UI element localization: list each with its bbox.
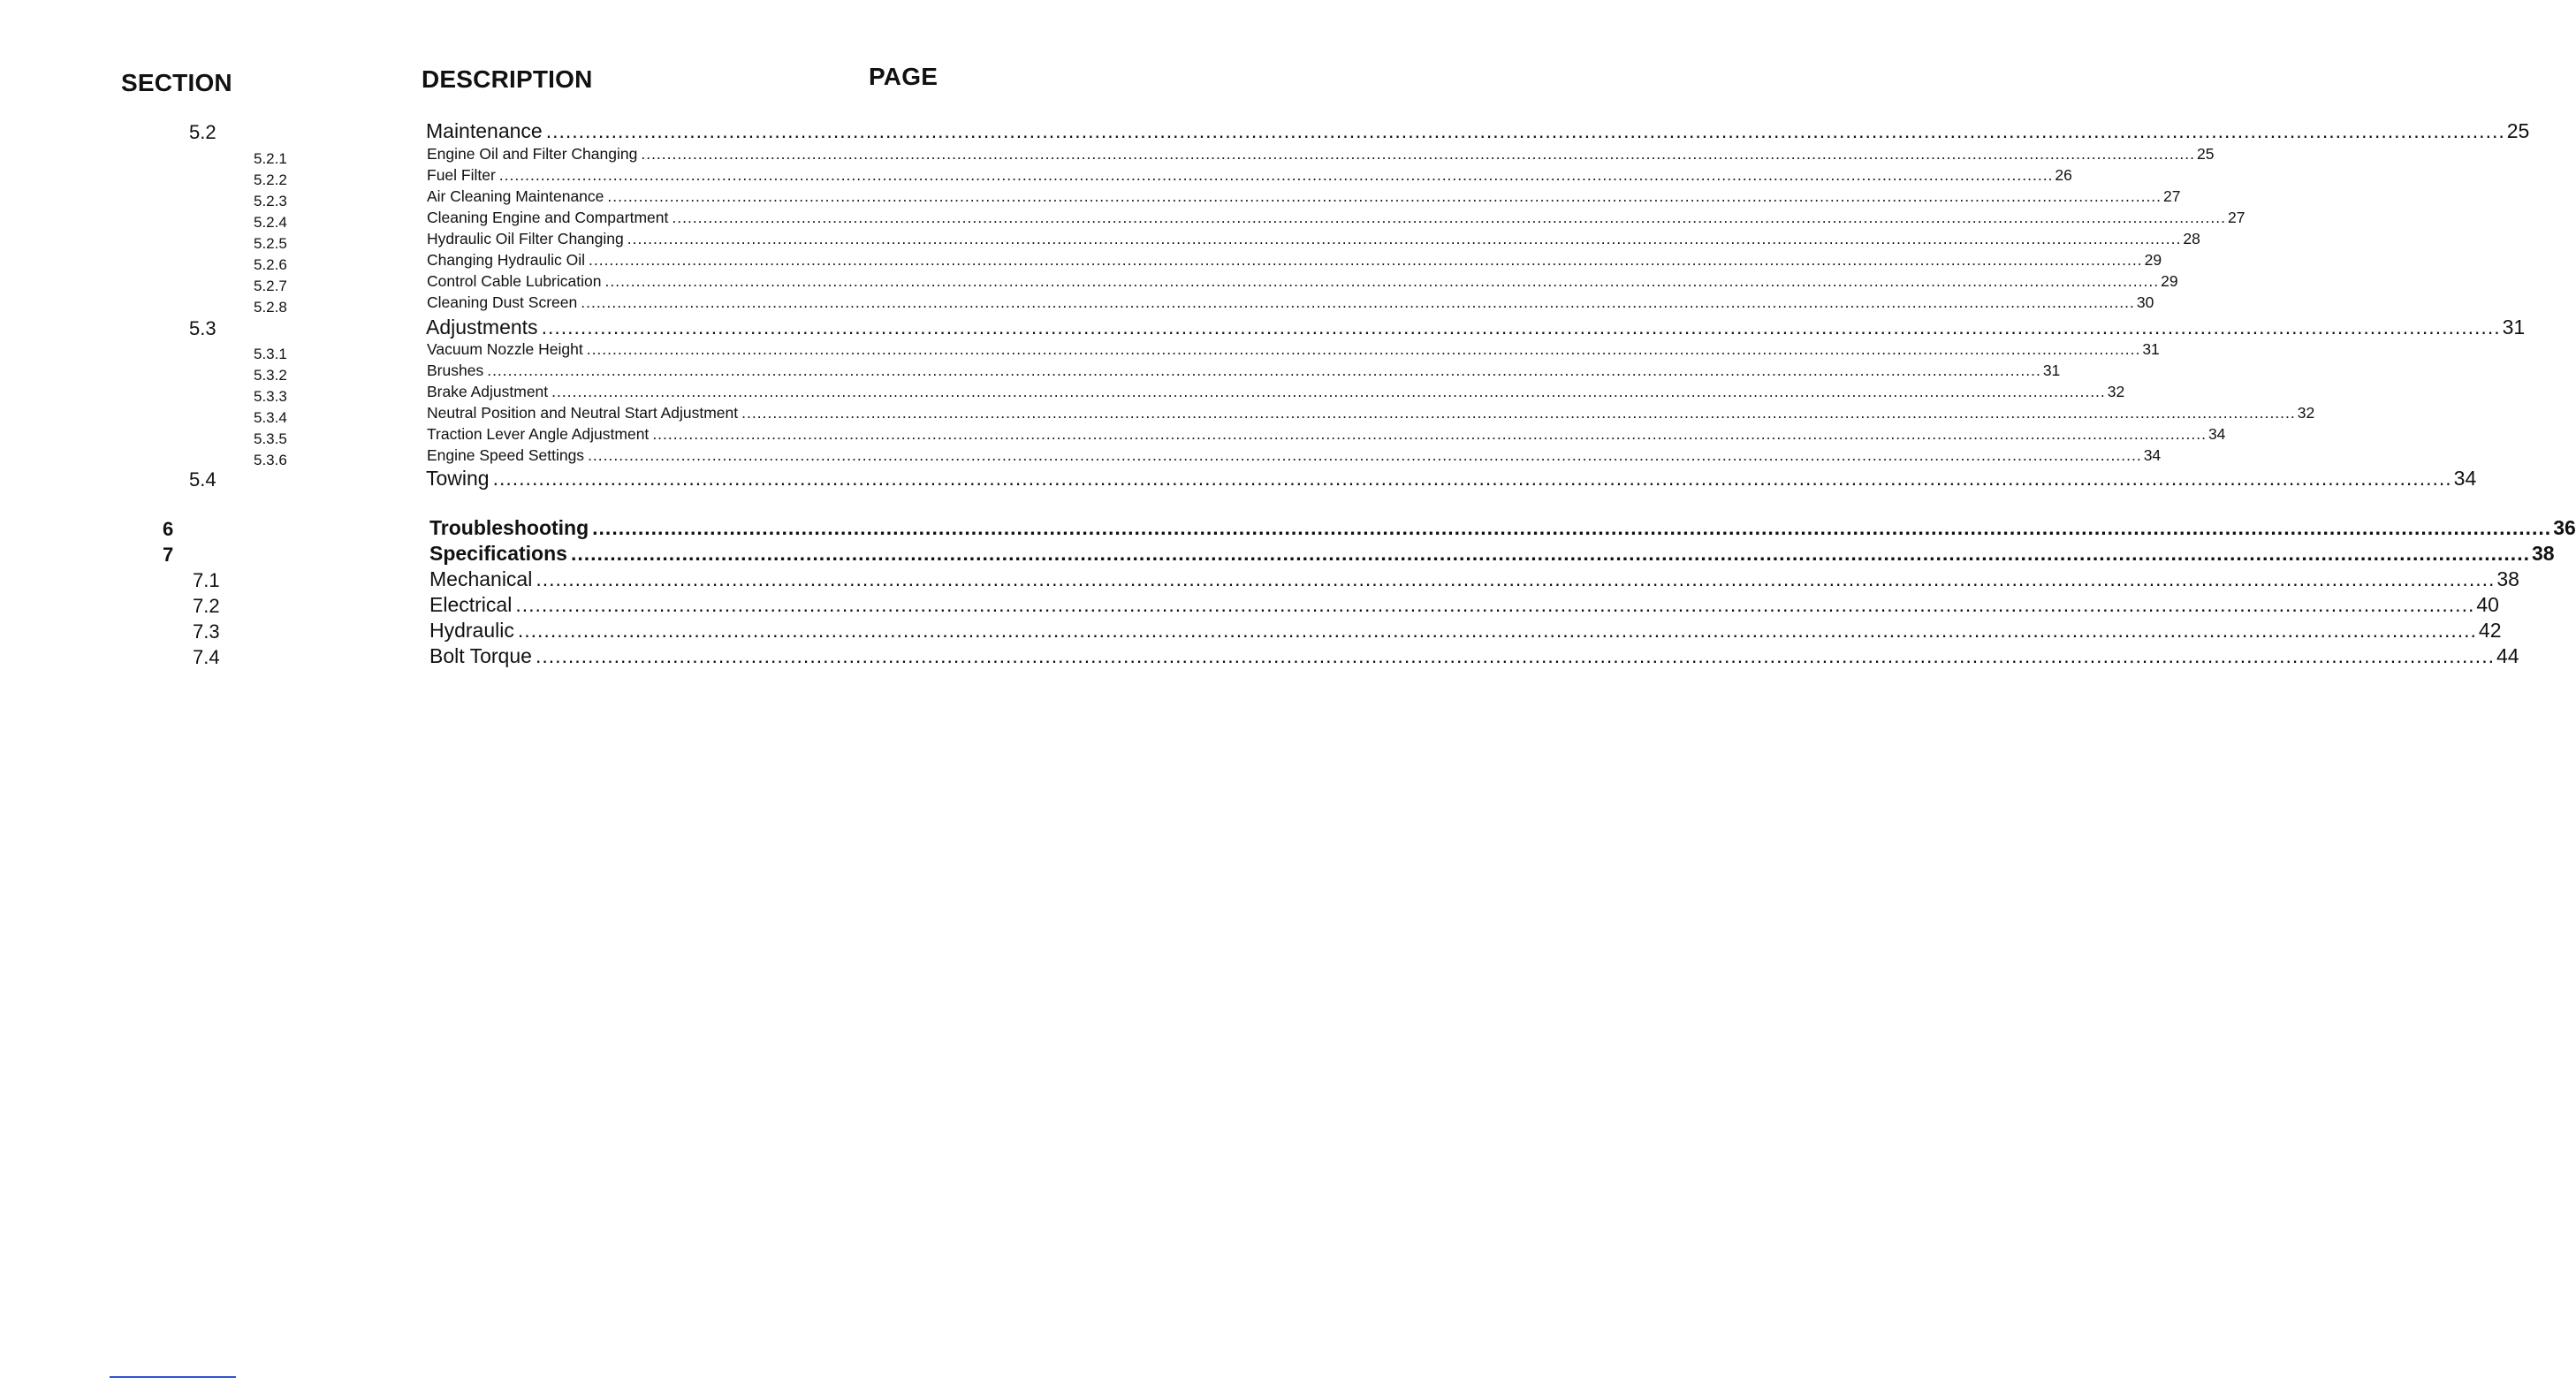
entry-title: Hydraulic (429, 619, 514, 642)
page-number: 32 (2107, 383, 2125, 400)
toc-entry[interactable] (0, 619, 2502, 643)
page-number: 36 (2553, 516, 2576, 539)
entry-title: Adjustments (426, 316, 538, 339)
section-number: 5.3.4 (254, 409, 287, 426)
section-number: 5.2.6 (254, 256, 287, 273)
toc-entry[interactable] (0, 209, 2245, 231)
section-number: 7.1 (193, 569, 220, 591)
toc-entry[interactable] (0, 340, 2160, 362)
page-number: 34 (2207, 425, 2226, 443)
dot-leader: ............................................................................................................................................................................................................................................................................................................ (551, 383, 2106, 400)
entry-title: Traction Lever Angle Adjustment (427, 425, 650, 443)
entry-title: Brushes (427, 361, 484, 379)
page-number: 27 (2228, 209, 2245, 226)
section-number: 5.2.8 (254, 299, 287, 316)
section-number: 5.3.5 (254, 430, 287, 447)
toc-entry[interactable] (0, 516, 2576, 540)
page-number: 38 (2531, 542, 2555, 565)
entry-title: Engine Speed Settings (427, 446, 585, 464)
section-number: 5.2.5 (254, 235, 287, 252)
entry-title: Troubleshooting (429, 516, 589, 539)
entry-title: Mechanical (429, 567, 533, 590)
page-number: 29 (2161, 272, 2178, 290)
toc-entry[interactable] (0, 230, 2200, 252)
section-number: 5.2 (189, 121, 217, 143)
dot-leader: ............................................................................................................................................................................................................................................................................................................ (581, 293, 2135, 311)
section-number: 5.2.2 (254, 171, 287, 188)
description-column-header: DESCRIPTION (422, 65, 593, 93)
section-number: 6 (163, 518, 174, 540)
section-number: 5.2.7 (254, 278, 287, 294)
toc-entry[interactable] (0, 166, 2072, 188)
page-number: 28 (2183, 230, 2200, 247)
page-number: 31 (2502, 316, 2526, 339)
toc-entry[interactable] (0, 293, 2154, 316)
section-number: 7.4 (193, 646, 220, 668)
dot-leader: ............................................................................................................................................................................................................................................................................................................ (545, 119, 2505, 142)
page-number: 34 (2453, 467, 2477, 490)
toc-entry[interactable] (0, 567, 2519, 591)
section-number: 5.2.3 (254, 193, 287, 209)
toc-entry[interactable] (0, 251, 2162, 273)
entry-title: Maintenance (426, 119, 543, 142)
dot-leader: ............................................................................................................................................................................................................................................................................................................ (515, 593, 2475, 616)
entry-title: Fuel Filter (427, 166, 496, 184)
toc-entry[interactable] (0, 361, 2061, 384)
section-number: 5.3.3 (254, 388, 287, 405)
page-number: 26 (2055, 166, 2072, 184)
page-number: 44 (2496, 644, 2519, 667)
dot-leader: ............................................................................................................................................................................................................................................................................................................ (570, 542, 2530, 565)
entry-title: Neutral Position and Neutral Start Adjustment (427, 404, 739, 422)
section-number: 7 (163, 544, 174, 566)
dot-leader: ............................................................................................................................................................................................................................................................................................................ (592, 516, 2552, 539)
toc-entry[interactable] (0, 145, 2215, 167)
toc-entry[interactable] (0, 404, 2315, 426)
dot-leader: ............................................................................................................................................................................................................................................................................................................ (652, 425, 2207, 443)
dot-leader: ............................................................................................................................................................................................................................................................................................................ (604, 272, 2160, 290)
dot-leader: ............................................................................................................................................................................................................................................................................................................ (541, 316, 2501, 339)
dot-leader: ............................................................................................................................................................................................................................................................................................................ (535, 644, 2495, 667)
entry-title: Specifications (429, 542, 567, 565)
section-number: 5.4 (189, 468, 217, 491)
page-number: 38 (2496, 567, 2519, 590)
page-number: 29 (2144, 251, 2162, 269)
dot-leader: ............................................................................................................................................................................................................................................................................................................ (607, 187, 2162, 205)
page-number: 30 (2136, 293, 2154, 311)
dot-leader: ............................................................................................................................................................................................................................................................................................................ (741, 404, 2296, 422)
entry-title: Towing (426, 467, 490, 490)
dot-leader: ............................................................................................................................................................................................................................................................................................................ (672, 209, 2226, 226)
entry-title: Changing Hydraulic Oil (427, 251, 585, 269)
page-column-header: PAGE (869, 63, 938, 90)
page-number: 32 (2297, 404, 2315, 422)
dot-leader: ............................................................................................................................................................................................................................................................................................................ (641, 145, 2195, 163)
toc-entry[interactable] (0, 467, 2477, 491)
entry-title: Engine Oil and Filter Changing (427, 145, 638, 163)
page-number: 40 (2476, 593, 2499, 616)
page-number: 34 (2143, 446, 2162, 464)
toc-entry[interactable] (0, 446, 2162, 468)
section-number: 5.2.4 (254, 214, 287, 231)
footer-rule (110, 1376, 236, 1378)
entry-title: Cleaning Engine and Compartment (427, 209, 669, 226)
entry-title: Hydraulic Oil Filter Changing (427, 230, 624, 247)
toc-entry[interactable] (0, 383, 2125, 405)
page-number: 31 (2042, 361, 2061, 379)
toc-entry[interactable] (0, 187, 2181, 209)
section-number: 5.3 (189, 317, 217, 339)
dot-leader: ............................................................................................................................................................................................................................................................................................................ (588, 251, 2143, 269)
dot-leader: ............................................................................................................................................................................................................................................................................................................ (627, 230, 2182, 247)
entry-title: Bolt Torque (429, 644, 532, 667)
dot-leader: ............................................................................................................................................................................................................................................................................................................ (498, 166, 2054, 184)
dot-leader: ............................................................................................................................................................................................................................................................................................................ (588, 446, 2142, 464)
toc-entry[interactable] (0, 272, 2178, 294)
section-number: 7.2 (193, 595, 220, 617)
toc-entry[interactable] (0, 119, 2530, 143)
dot-leader: ............................................................................................................................................................................................................................................................................................................ (487, 361, 2041, 379)
section-number: 5.3.6 (254, 452, 287, 468)
entry-title: Vacuum Nozzle Height (427, 340, 583, 358)
page-number: 31 (2142, 340, 2160, 358)
entry-title: Brake Adjustment (427, 383, 549, 400)
section-number: 7.3 (193, 620, 220, 643)
entry-title: Cleaning Dust Screen (427, 293, 578, 311)
page-number: 25 (2196, 145, 2215, 163)
toc-entry[interactable] (0, 593, 2499, 617)
entry-title: Control Cable Lubrication (427, 272, 602, 290)
toc-entry[interactable] (0, 425, 2226, 447)
section-column-header: SECTION (121, 69, 232, 96)
page-number: 25 (2506, 119, 2530, 142)
dot-leader: ............................................................................................................................................................................................................................................................................................................ (536, 567, 2496, 590)
entry-title: Electrical (429, 593, 513, 616)
page-number: 27 (2163, 187, 2181, 205)
section-number: 5.3.1 (254, 346, 287, 362)
dot-leader: ............................................................................................................................................................................................................................................................................................................ (517, 619, 2477, 642)
section-number: 5.3.2 (254, 367, 287, 384)
entry-title: Air Cleaning Maintenance (427, 187, 604, 205)
dot-leader: ............................................................................................................................................................................................................................................................................................................ (586, 340, 2141, 358)
toc-entry[interactable] (0, 644, 2519, 668)
page-number: 42 (2478, 619, 2502, 642)
toc-entry[interactable] (0, 542, 2555, 566)
section-number: 5.2.1 (254, 150, 287, 167)
toc-entry[interactable] (0, 316, 2526, 339)
dot-leader: ............................................................................................................................................................................................................................................................................................................ (492, 467, 2452, 490)
